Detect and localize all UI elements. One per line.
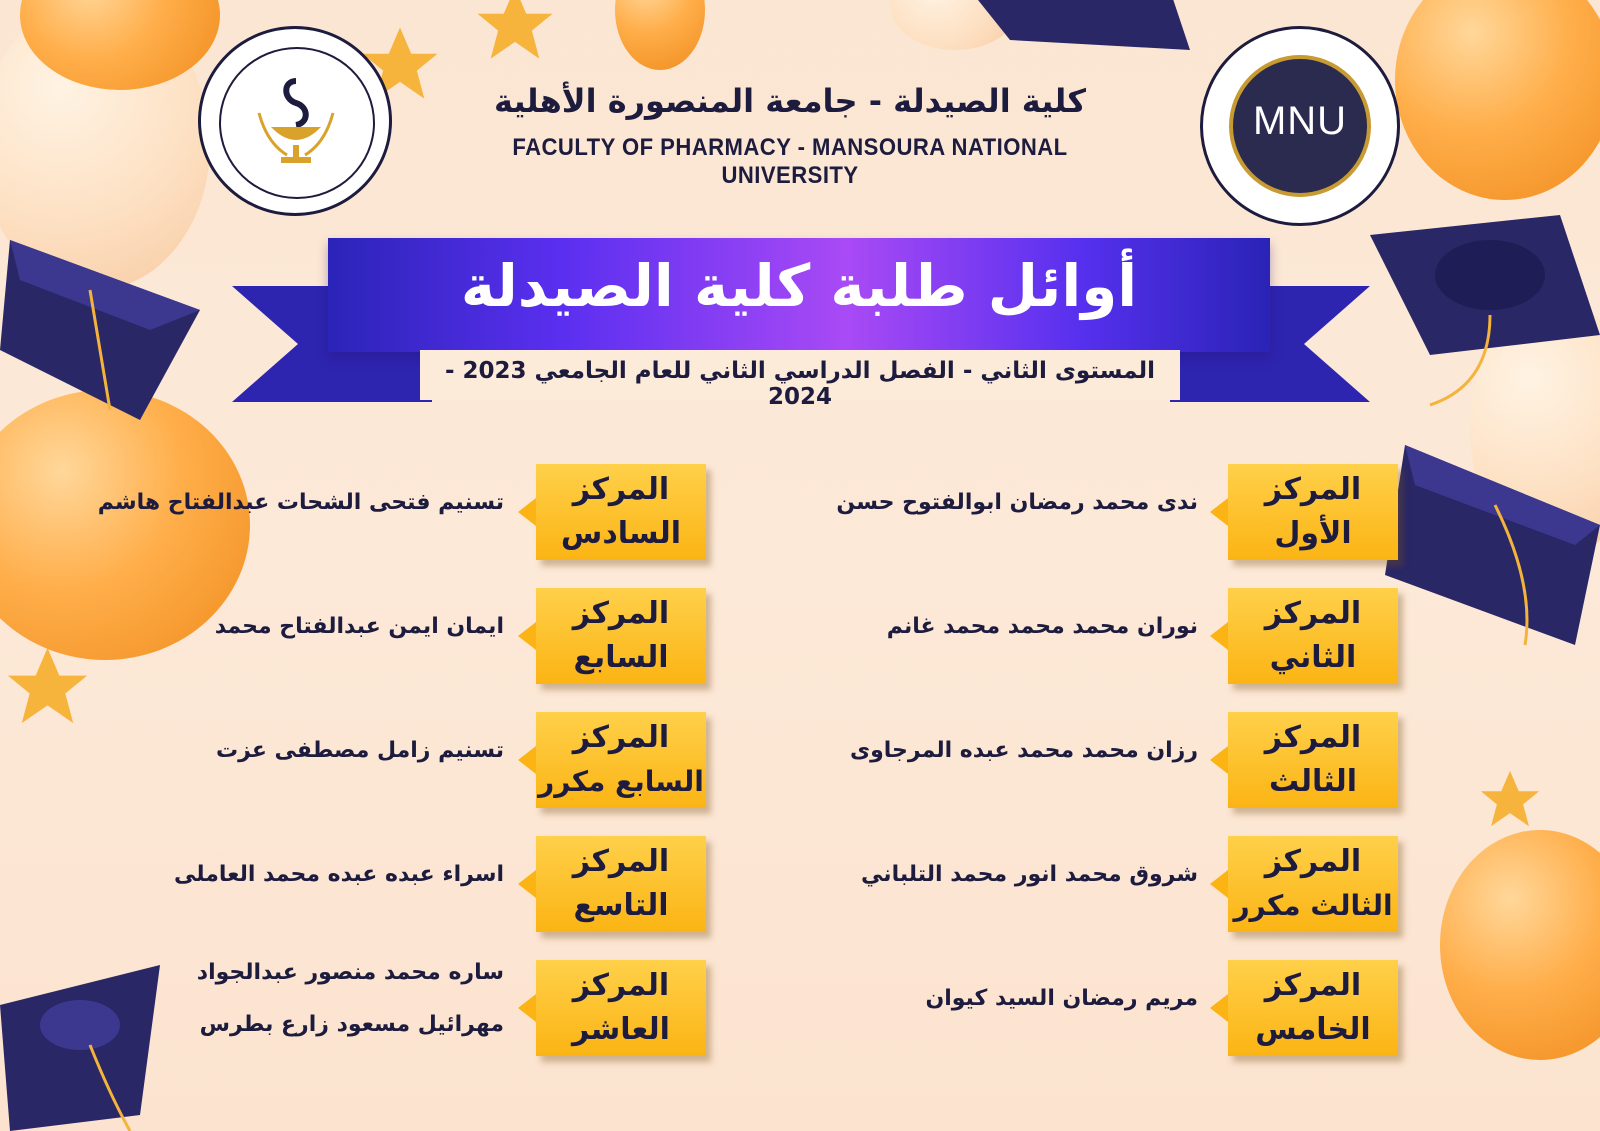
- rank-ordinal: الخامس: [1255, 1012, 1371, 1047]
- student-name: ايمان ايمن عبدالفتاح محمد: [214, 614, 504, 639]
- rank-tag-3-repeat: [1228, 836, 1398, 932]
- rank-tag-6: [536, 464, 706, 560]
- faculty-seal-logo: [198, 26, 392, 216]
- rank-tag-7: [536, 588, 706, 684]
- student-name: ساره محمد منصور عبدالجواد: [196, 960, 504, 985]
- rank-tag-2: [1228, 588, 1398, 684]
- rank-label: المركز: [1264, 968, 1362, 1003]
- student-name: ندى محمد رمضان ابوالفتوح حسن: [836, 490, 1198, 515]
- rank-tag-5: [1228, 960, 1398, 1056]
- rank-ordinal: السادس: [560, 516, 682, 551]
- mnu-monogram: MNU: [1252, 99, 1348, 143]
- rank-label: المركز: [572, 596, 670, 631]
- university-seal-logo: [1200, 26, 1400, 226]
- rank-ordinal: الثالث مكرر: [1233, 889, 1393, 922]
- graduation-cap-icon: [1385, 445, 1600, 655]
- rank-label: المركز: [1264, 596, 1362, 631]
- star-icon: [1475, 765, 1545, 835]
- student-name: رزان محمد محمد عبده المرجاوى: [849, 738, 1198, 763]
- student-name: شروق محمد انور محمد التلباني: [861, 862, 1198, 887]
- student-name: مهرائيل مسعود زارع بطرس: [199, 1012, 504, 1037]
- rank-ordinal: السابع مكرر: [538, 765, 704, 798]
- balloon-decoration: [1440, 830, 1600, 1060]
- student-name: نوران محمد محمد محمد غانم: [886, 614, 1198, 639]
- student-name: تسنيم فتحى الشحات عبدالفتاح هاشم: [97, 490, 504, 515]
- rank-tag-1: [1228, 464, 1398, 560]
- graduation-cap-icon: [0, 220, 210, 430]
- rank-ordinal: التاسع: [573, 888, 669, 923]
- pharmacy-bowl-icon: [253, 73, 339, 169]
- rank-tag-7-repeat: [536, 712, 706, 808]
- balloon-decoration: [1395, 0, 1600, 200]
- rank-ordinal: الثاني: [1269, 640, 1357, 675]
- graduation-cap-icon: [0, 965, 170, 1131]
- balloon-decoration: [615, 0, 705, 70]
- graduation-cap-icon: [1370, 215, 1600, 415]
- rank-tag-3: [1228, 712, 1398, 808]
- rank-ordinal: الأول: [1274, 516, 1352, 551]
- banner-subtitle: المستوى الثاني - الفصل الدراسي الثاني للعام الجامعي 2023 - 2024: [444, 358, 1156, 410]
- rank-label: المركز: [572, 968, 670, 1003]
- star-icon: [470, 0, 560, 70]
- rank-ordinal: العاشر: [572, 1012, 670, 1047]
- student-name: تسنيم زامل مصطفى عزت: [216, 738, 504, 763]
- student-name: مريم رمضان السيد كيوان: [925, 986, 1198, 1011]
- rank-ordinal: السابع: [573, 640, 669, 675]
- english-header-title: FACULTY OF PHARMACY - MANSOURA NATIONAL UNIVERSITY: [512, 134, 1068, 189]
- rank-tag-9: [536, 836, 706, 932]
- rank-label: المركز: [572, 720, 670, 755]
- graduation-cap-icon: [970, 0, 1190, 70]
- star-icon: [0, 640, 95, 735]
- rank-label: المركز: [1264, 720, 1362, 755]
- rank-ordinal: الثالث: [1268, 764, 1358, 799]
- rank-label: المركز: [1264, 844, 1362, 879]
- banner-title: أوائل طلبة كلية الصيدلة: [460, 252, 1138, 320]
- rank-label: المركز: [572, 472, 670, 507]
- arabic-header-title: كلية الصيدلة - جامعة المنصورة الأهلية: [494, 82, 1086, 120]
- rank-label: المركز: [1264, 472, 1362, 507]
- balloon-decoration: [0, 390, 250, 660]
- rank-label: المركز: [572, 844, 670, 879]
- student-name: اسراء عبده عبده محمد العاملى: [174, 862, 504, 887]
- rank-tag-10: [536, 960, 706, 1056]
